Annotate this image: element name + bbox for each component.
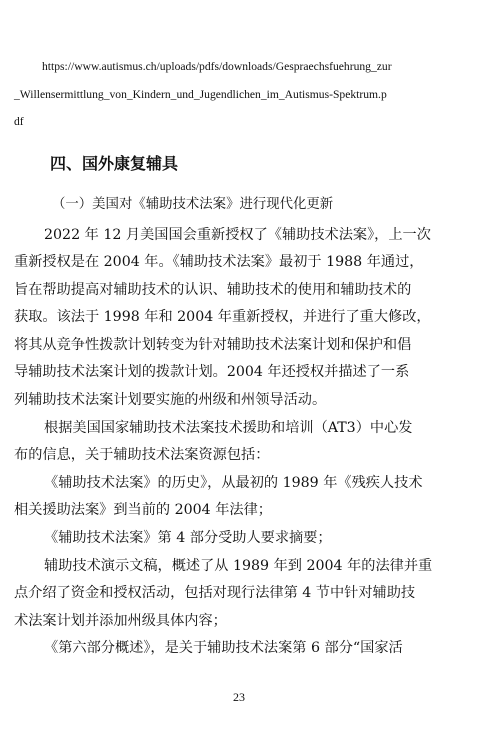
body-line-15: 术法案计划并添加州级具体内容； [14,613,227,629]
reference-url-line-1: https://www.autismus.ch/uploads/pdfs/downloads/Gespraechsfuehrung_zur [42,60,392,73]
body-line-14: 点介绍了资金和授权活动，包括对现行法律第 4 节中针对辅助技 [14,585,416,601]
body-line-8: 根据美国国家辅助技术法案技术援助和培训（AT3）中心发 [44,420,413,436]
body-line-10: 《辅助技术法案》的历史》，从最初的 1989 年《残疾人技术 [44,475,423,491]
body-line-2: 重新授权是在 2004 年。《辅助技术法案》最初于 1988 年通过， [14,254,424,270]
reference-url-line-2: _Willensermittlung_von_Kindern_und_Jugendlichen_im_Autismus-Spektrum.p [14,88,387,101]
body-line-13: 辅助技术演示文稿，概述了从 1989 年到 2004 年的法律并重 [44,558,433,574]
body-line-9: 布的信息，关于辅助技术法案资源包括： [14,447,270,463]
body-line-7: 列辅助技术法案计划要实施的州级和州领导活动。 [14,392,327,408]
body-line-3: 旨在帮助提高对辅助技术的认识、辅助技术的使用和辅助技术的 [14,282,412,298]
body-line-1: 2022 年 12 月美国国会重新授权了《辅助技术法案》，上一次 [44,227,431,243]
body-line-12: 《辅助技术法案》第 4 部分受助人要求摘要； [44,530,332,546]
body-line-6: 导辅助技术法案计划的拨款计划。2004 年还授权并描述了一系 [14,364,410,380]
section-subheading: （一）美国对《辅助技术法案》进行现代化更新 [52,197,334,212]
page-number: 23 [233,690,245,704]
body-line-4: 获取。该法于 1998 年和 2004 年重新授权，并进行了重大修改， [14,309,431,325]
reference-url-line-3: df [14,115,24,128]
body-line-16: 《第六部分概述》，是关于辅助技术法案第 6 部分“国家活 [44,640,403,656]
body-line-11: 相关援助法案》到当前的 2004 年法律； [14,502,272,518]
body-line-5: 将其从竞争性拨款计划转变为针对辅助技术法案计划和保护和倡 [14,337,412,353]
section-heading: 四、国外康复辅具 [50,154,179,173]
